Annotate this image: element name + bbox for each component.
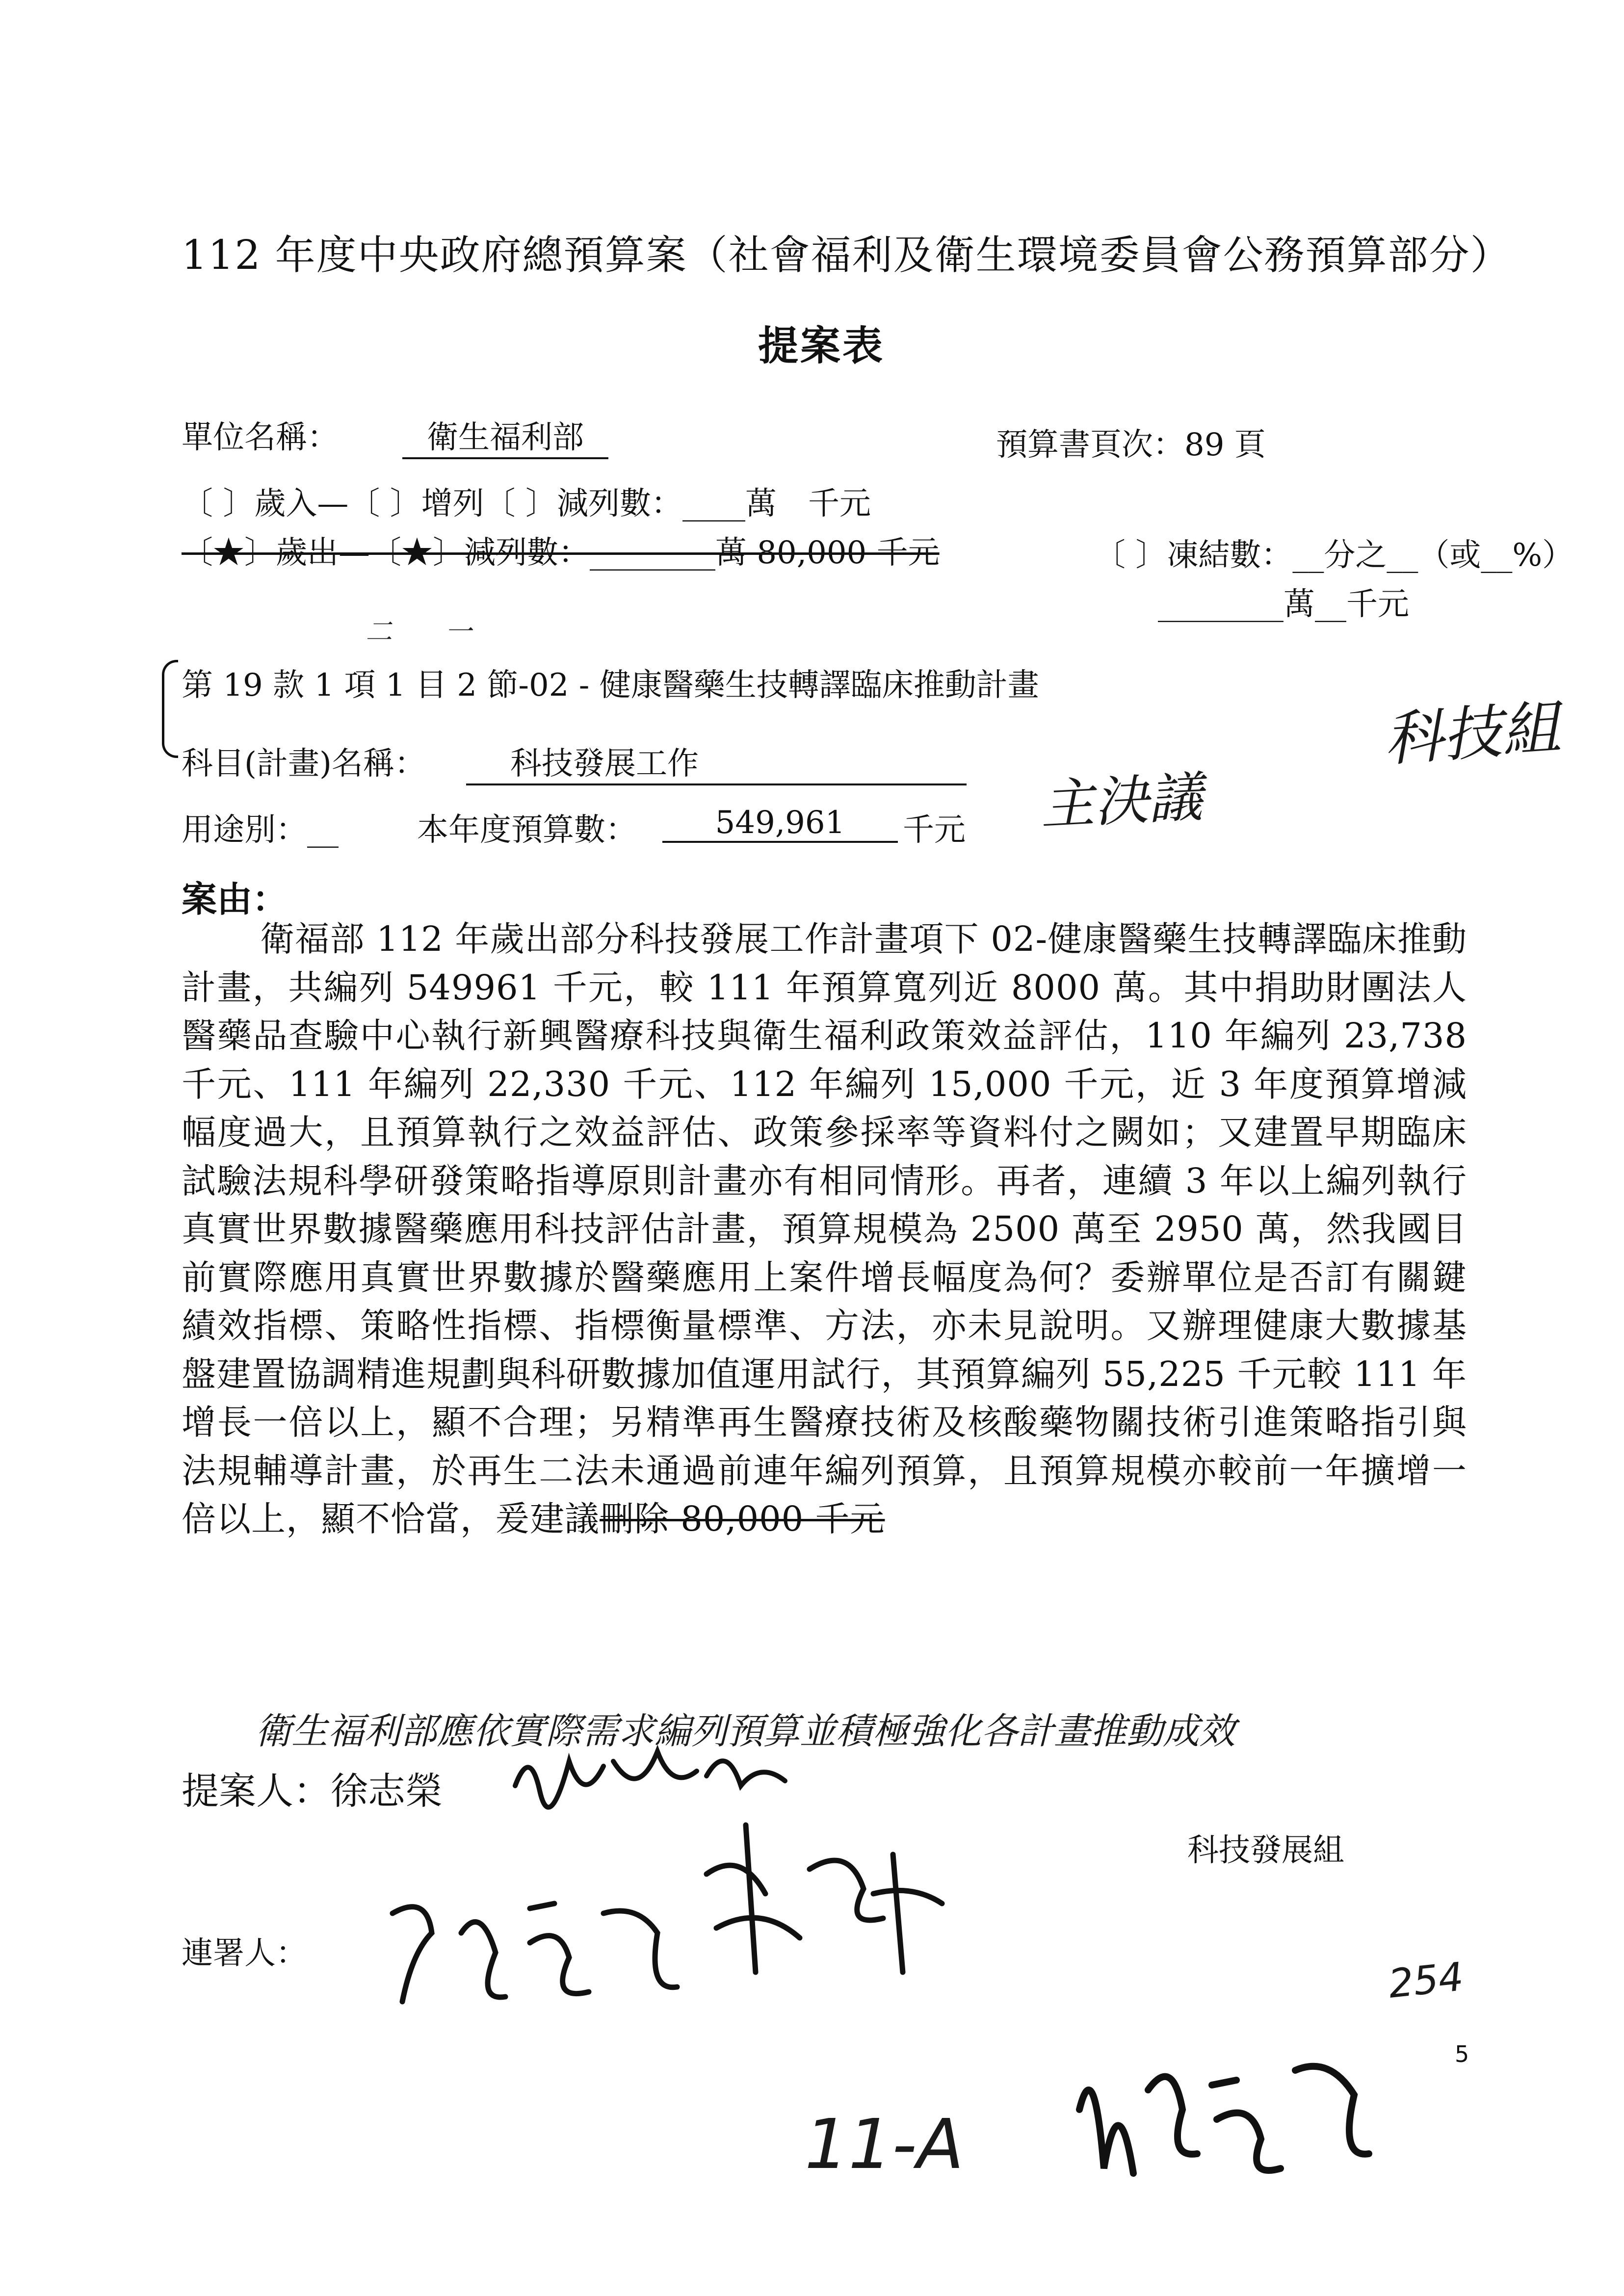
document-subtitle: 提案表 (758, 322, 885, 369)
reason-body: 衛福部 112 年歲出部分科技發展工作計畫項下 02-健康醫藥生技轉譯臨床推動計畫，共編列 549961 千元，較 111 年預算寬列近 8000 萬。其中捐助財團法人醫藥品查驗中心執行新興醫療科技與衛生福利政策效益評估，110 年編列 23,738 千元、111 年編列 22,330 千元、112 年編列 15,000 千元，近 3 年度預算增減幅度過大，且預算執行之效益評估、政策參採率等資料付之闕如；又建置早期臨床試驗法規科學研發策略指導原則計畫亦有相同情形。再者，連續 3 年以上編列執行真實世界數據醫藥應用科技評估計畫，預算規模為 2500 萬至 2950 萬，然我國目前實際應用真實世界數據於醫藥應用上案件增長幅度為何？委辦單位是否訂有關鍵績效指標、策略性指標、指標衡量標準、方法，亦未見說明。又辦理健康大數據基盤建置協調精進規劃與科研數據加值運用試行，其預算編列 55,225 千元較 111 年增長一倍以上，顯不合理；另精準再生醫療技術及核酸藥物關技術引進策略指引與法規輔導計畫，於再生二法未通過前連年編列預算，且預算規模亦較前一年擴增一倍以上，顯不恰當，爰建議 (182, 919, 1467, 1539)
page-number: 5 (1455, 2041, 1469, 2067)
budget-unit: 千元 (903, 812, 966, 848)
cosigner-label: 連署人： (182, 1935, 307, 1972)
budget-label: 本年度預算數： (417, 812, 637, 848)
reason-label: 案由： (182, 878, 288, 920)
cosigner-signature-2 (687, 1805, 962, 1992)
cosigner-signature-1 (383, 1874, 702, 2031)
reason-struck: 刪除 80,000 千元 (600, 1499, 885, 1539)
final-signature (1065, 2011, 1379, 2198)
document-title: 112 年度中央政府總預算案（社會福利及衛生環境委員會公務預算部分） (182, 232, 1512, 279)
unit-label: 單位名稱： (182, 419, 339, 456)
budget-value: 549,961 (662, 805, 898, 843)
hand-correction-top: 二 一 (366, 616, 471, 647)
section-line: 第 19 款 1 項 1 目 2 節-02 - 健康醫藥生技轉譯臨床推動計畫 (182, 667, 1039, 704)
hand-note-resolution: 主決議 (1039, 765, 1204, 837)
subject-value: 科技發展工作 (466, 738, 967, 785)
hand-number-top: 254 (1386, 1954, 1466, 2007)
expense-line: 〔★〕歲出—〔★〕減列數：________萬 80,000 千元 (182, 535, 940, 571)
subject-label: 科目(計畫)名稱： (182, 746, 426, 782)
reason-text (182, 915, 1467, 1543)
hand-note-group: 科技組 (1382, 694, 1563, 775)
hand-code: 11-A (805, 2105, 964, 2185)
proposer-label: 提案人：徐志榮 (182, 1769, 443, 1813)
freeze-line-2: ________萬__千元 (1158, 586, 1409, 623)
section-bracket (162, 660, 178, 758)
hand-amendment: 衛生福利部應依實際需求編列預算並積極強化各計畫推動成效 (255, 1710, 1235, 1752)
revenue-line: 〔 〕歲入—〔 〕增列〔 〕減列數：____萬 千元 (182, 486, 871, 522)
unit-value: 衛生福利部 (402, 412, 608, 459)
use-label: 用途別：__ (182, 812, 339, 848)
freeze-line: 〔 〕凍結數：__分之__（或__%） (1094, 537, 1574, 574)
budget-page: 預算書頁次：89 頁 (996, 427, 1266, 463)
proposer-dept: 科技發展組 (1187, 1832, 1344, 1869)
